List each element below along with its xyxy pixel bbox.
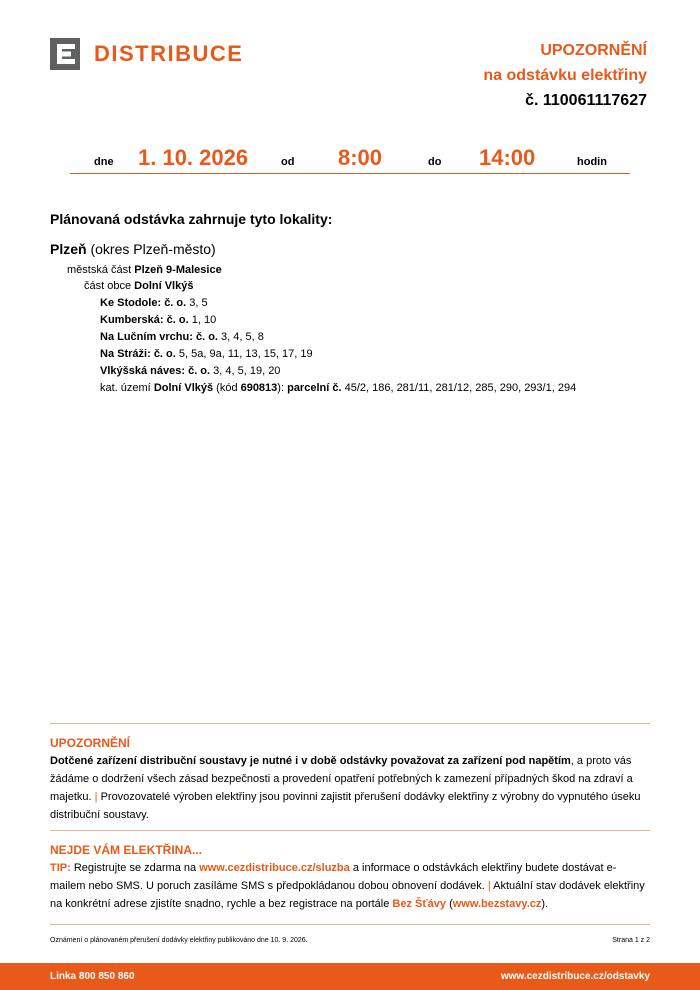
warning-title: UPOZORNĚNÍ: [50, 736, 131, 750]
house-numbers: 1, 10: [191, 314, 217, 326]
notice-number: č. 110061117627: [525, 92, 647, 109]
number-type: č. o.: [195, 331, 218, 343]
portal-link[interactable]: www.bezstavy.cz: [452, 898, 542, 910]
cadastre-code-close: ):: [277, 382, 285, 394]
outage-end: 14:00: [479, 145, 536, 170]
street-row: [100, 312, 216, 329]
warning-text-part2: Provozovatelé výroben elektřiny jsou povinni zajistit přerušení dodávky elektřiny z výrobny do vypnutého úseku distribuční soustavy.: [50, 791, 641, 821]
number-type: č. o.: [166, 314, 189, 326]
street-name: Na Stráži:: [100, 348, 151, 360]
house-numbers: 5, 5a, 9a, 11, 13, 15, 17, 19: [178, 348, 313, 360]
info-text-part2: a informace o odstávkách elektřiny budete dostávat e-mailem nebo SMS. U poruch zasíláme SMS s předpokládanou dobou obnovení dodávek.: [50, 862, 617, 892]
safety-warning-section: [50, 723, 650, 824]
info-text: [50, 859, 650, 913]
municipality-part-name: Dolní Vlkýš: [134, 280, 194, 292]
paren-open: (: [449, 898, 453, 910]
day-label: dne: [94, 156, 114, 168]
publication-note: Oznámení o plánovaném přerušení dodávky elektřiny publikováno dne 10. 9. 2026.: [50, 937, 308, 944]
city-line: [50, 241, 216, 257]
company-logo: [50, 38, 243, 70]
number-type: č. o.: [153, 348, 176, 360]
locations-title: Plánovaná odstávka zahrnuje tyto lokality:: [50, 211, 333, 227]
portal-name: Bez Šťávy: [392, 898, 446, 910]
street-name: Vlkýšská náves:: [100, 365, 186, 377]
text-separator: |: [487, 880, 491, 892]
footer-note: [50, 937, 650, 944]
brand-name: DISTRIBUCE: [94, 41, 244, 66]
city-part-line: [67, 262, 222, 279]
cadastre-row: [100, 380, 576, 397]
info-text-part1: Registrujte se zdarma na: [73, 862, 197, 874]
page-number: Strana 1 z 2: [612, 937, 650, 944]
footer-divider: [50, 924, 650, 925]
from-label: od: [281, 156, 295, 168]
registration-link[interactable]: www.cezdistribuce.cz/sluzba: [199, 862, 350, 874]
info-section: [50, 830, 650, 913]
text-separator: |: [94, 791, 98, 803]
info-text-part3: Aktuální stav dodávek elektřiny na konkrétní adrese zjistíte snadno, rychle a bez registrace na portále: [50, 880, 645, 910]
cadastre-label: kat. území: [100, 382, 151, 394]
city-name: Plzeň: [50, 241, 87, 257]
outage-date: 1. 10. 2026: [138, 145, 249, 170]
warning-text-part1: , a proto vás žádáme o dodržení všech zásad bezpečnosti a provedení opatření potřebných k zamezení případných škod na zdraví a majetku.: [50, 755, 633, 803]
city-part-name: Plzeň 9-Malesice: [134, 264, 222, 276]
bottom-bar: [0, 963, 700, 990]
parcel-label: parcelní č.: [287, 382, 342, 394]
house-numbers: 3, 4, 5, 19, 20: [213, 365, 281, 377]
cadastre-code: 690813: [240, 382, 278, 394]
street-name: Na Lučním vrchu:: [100, 331, 193, 343]
street-row: [100, 346, 313, 363]
street-name: Ke Stodole:: [100, 297, 162, 309]
cez-logo-icon: [50, 38, 80, 70]
cadastre-name: Dolní Vlkýš: [153, 382, 214, 394]
parcel-numbers: 45/2, 186, 281/11, 281/12, 285, 290, 293/1, 294: [344, 382, 577, 394]
outage-start: 8:00: [338, 145, 383, 170]
number-type: č. o.: [188, 365, 211, 377]
warning-text: [50, 752, 650, 824]
street-row: [100, 295, 208, 312]
paren-close: ).: [541, 898, 549, 910]
district-name: (okres Plzeň-město): [90, 241, 216, 257]
warning-bold-text: Dotčené zařízení distribuční soustavy je nutné i v době odstávky považovat za zařízení pod napětím: [50, 755, 571, 767]
municipality-part-label: část obce: [84, 280, 132, 292]
street-row: [100, 329, 264, 346]
street-name: Kumberská:: [100, 314, 164, 326]
hotline[interactable]: Linka 800 850 860: [50, 971, 135, 982]
city-part-label: městská část: [67, 264, 132, 276]
hours-label: hodin: [577, 156, 607, 168]
cadastre-code-open: (kód: [216, 382, 238, 394]
tip-label: TIP:: [50, 862, 71, 874]
outages-url[interactable]: www.cezdistribuce.cz/odstavky: [500, 971, 650, 982]
street-row: [100, 363, 280, 380]
info-title: NEJDE VÁM ELEKTŘINA...: [50, 843, 203, 857]
municipality-part-line: [84, 278, 193, 295]
house-numbers: 3, 4, 5, 8: [221, 331, 264, 343]
to-label: do: [428, 156, 442, 168]
house-numbers: 3, 5: [189, 297, 208, 309]
outage-dateline: [70, 140, 630, 174]
notice-title: UPOZORNĚNÍ: [540, 42, 647, 59]
notice-header: [483, 38, 647, 113]
notice-subtitle: na odstávku elektřiny: [483, 67, 647, 84]
number-type: č. o.: [164, 297, 187, 309]
